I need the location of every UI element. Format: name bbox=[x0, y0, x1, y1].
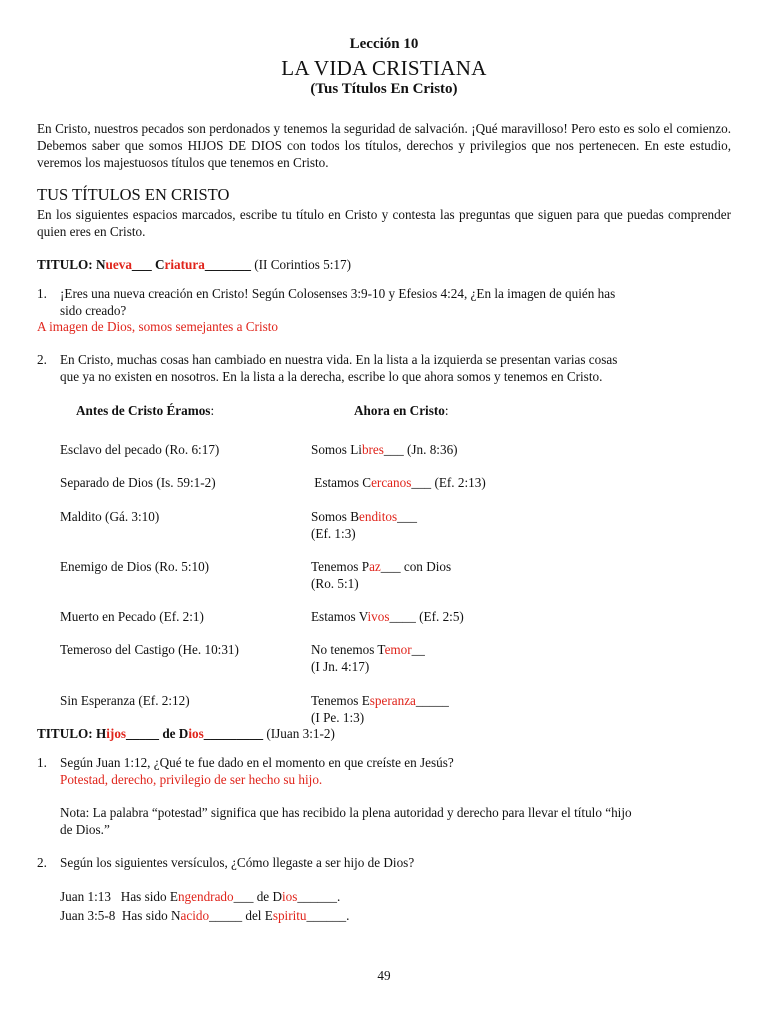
now-reference: (Ro. 5:1) bbox=[311, 576, 359, 591]
answer-red: acido bbox=[180, 908, 210, 923]
answer-red: spiritu bbox=[272, 908, 307, 923]
now-text: Somos B bbox=[311, 509, 360, 524]
blank-line: _______ bbox=[204, 257, 251, 272]
blank-line: __ bbox=[411, 642, 425, 657]
titulo-text: C bbox=[154, 257, 165, 272]
now-answer: enditos bbox=[359, 509, 398, 524]
section-heading: TUS TÍTULOS EN CRISTO bbox=[37, 185, 230, 204]
blank-line: _____ bbox=[126, 726, 163, 741]
blank-line: _________ bbox=[203, 726, 264, 741]
now-answer: bres bbox=[361, 442, 384, 457]
titulo-1 bbox=[37, 256, 351, 273]
now-answer: ercanos bbox=[371, 475, 412, 490]
titulo-label: TITULO: bbox=[37, 257, 96, 272]
before-item: Separado de Dios (Is. 59:1-2) bbox=[60, 475, 216, 490]
blank-line: ___ bbox=[397, 509, 417, 524]
now-answer: speranza bbox=[369, 693, 416, 708]
now-item bbox=[311, 441, 458, 458]
answer-text: Juan 1:13 Has sido E bbox=[60, 889, 178, 904]
blank-line: ___ bbox=[131, 257, 155, 272]
titulo-answer: ios bbox=[188, 726, 204, 741]
now-reference: ___ (Ef. 2:13) bbox=[411, 475, 486, 490]
question-4-text: Según los siguientes versículos, ¿Cómo llegaste a ser hijo de Dios? bbox=[60, 855, 415, 870]
note-line-1: Nota: La palabra “potestad” significa que has recibido la plena autoridad y derecho para llevar el título “hijo bbox=[60, 805, 632, 820]
header-colon: : bbox=[444, 403, 449, 418]
titulo-text: H bbox=[96, 726, 107, 741]
now-text: Estamos V bbox=[311, 609, 368, 624]
column-header-before bbox=[76, 402, 214, 419]
before-item: Sin Esperanza (Ef. 2:12) bbox=[60, 693, 190, 708]
now-item bbox=[311, 692, 449, 709]
answer-line bbox=[60, 888, 340, 905]
now-item bbox=[311, 474, 486, 491]
titulo-answer: riatura bbox=[164, 257, 205, 272]
question-3-text: Según Juan 1:12, ¿Qué te fue dado en el momento en que creíste en Jesús? bbox=[60, 755, 454, 770]
titulo-label: TITULO: bbox=[37, 726, 96, 741]
lesson-number: Lección 10 bbox=[349, 36, 419, 52]
page-subtitle: (Tus Títulos En Cristo) bbox=[310, 81, 458, 97]
header-colon: : bbox=[210, 403, 215, 418]
question-3-answer: Potestad, derecho, privilegio de ser hecho su hijo. bbox=[60, 772, 323, 787]
titulo-answer: ueva bbox=[105, 257, 132, 272]
page-number: 49 bbox=[377, 968, 391, 983]
header-text: Antes de Cristo Éramos bbox=[76, 403, 211, 418]
blank-line: ______. bbox=[297, 889, 341, 904]
now-text: Somos Li bbox=[311, 442, 362, 457]
question-number: 2. bbox=[37, 855, 47, 870]
before-item: Enemigo de Dios (Ro. 5:10) bbox=[60, 559, 210, 574]
now-text: Estamos C bbox=[311, 475, 372, 490]
question-number: 1. bbox=[37, 286, 47, 301]
now-text: Tenemos P bbox=[311, 559, 370, 574]
column-header-now bbox=[354, 402, 449, 419]
titulo-text: de D bbox=[162, 726, 189, 741]
bible-reference: (II Corintios 5:17) bbox=[250, 257, 351, 272]
question-1-answer: A imagen de Dios, somos semejantes a Cristo bbox=[37, 319, 279, 334]
now-text: Tenemos E bbox=[311, 693, 370, 708]
bible-reference: (IJuan 3:1-2) bbox=[263, 726, 335, 741]
before-item: Temeroso del Castigo (He. 10:31) bbox=[60, 642, 239, 657]
question-number: 1. bbox=[37, 755, 47, 770]
now-reference: ___ (Jn. 8:36) bbox=[383, 442, 458, 457]
now-answer: ivos bbox=[367, 609, 390, 624]
now-text: No tenemos T bbox=[311, 642, 385, 657]
answer-text: ___ de D bbox=[233, 889, 282, 904]
question-number: 2. bbox=[37, 352, 47, 367]
now-answer: emor bbox=[384, 642, 412, 657]
titulo-text: N bbox=[96, 257, 106, 272]
now-item bbox=[311, 508, 417, 525]
now-item bbox=[311, 641, 425, 658]
now-answer: az bbox=[369, 559, 381, 574]
page-title: LA VIDA CRISTIANA bbox=[281, 56, 487, 80]
before-item: Maldito (Gá. 3:10) bbox=[60, 509, 160, 524]
now-item bbox=[311, 558, 451, 575]
titulo-answer: ijos bbox=[106, 726, 127, 741]
now-item bbox=[311, 608, 464, 625]
before-item: Esclavo del pecado (Ro. 6:17) bbox=[60, 442, 220, 457]
question-2-line-2: que ya no existen en nosotros. En la lista a la derecha, escribe lo que ahora somos y tenemos en Cristo. bbox=[60, 369, 603, 384]
note-line-2: de Dios.” bbox=[60, 822, 110, 837]
answer-text: Juan 3:5-8 Has sido N bbox=[60, 908, 181, 923]
now-text: ___ con Dios bbox=[380, 559, 452, 574]
answer-text: _____ del E bbox=[209, 908, 273, 923]
intro-paragraph: En Cristo, nuestros pecados son perdonados y tenemos la seguridad de salvación. ¡Qué maravilloso! Pero esto es solo el comienzo. Debemos saber que somos HIJOS DE DIOS con todos los títulos, derechos y privilegios que nos pertenecen. En este estudio, veremos los majestuosos títulos que tenemos en Cristo. bbox=[37, 121, 731, 170]
question-2-line-1: En Cristo, muchas cosas han cambiado en nuestra vida. En la lista a la izquierda se presentan varias cosas bbox=[60, 352, 618, 367]
answer-red: ios bbox=[281, 889, 298, 904]
answer-line bbox=[60, 907, 349, 924]
question-1-line-1: ¡Eres una nueva creación en Cristo! Según Colosenses 3:9-10 y Efesios 4:24, ¿En la imagen de quién has bbox=[60, 286, 616, 301]
titulo-2 bbox=[37, 725, 335, 742]
now-reference: (I Pe. 1:3) bbox=[311, 710, 365, 725]
blank-line: _____ bbox=[415, 693, 449, 708]
before-item: Muerto en Pecado (Ef. 2:1) bbox=[60, 609, 204, 624]
header-text: Ahora en Cristo bbox=[354, 403, 445, 418]
now-reference: ____ (Ef. 2:5) bbox=[389, 609, 464, 624]
answer-red: ngendrado bbox=[177, 889, 234, 904]
section-instructions: En los siguientes espacios marcados, escribe tu título en Cristo y contesta las preguntas que siguen para que puedas comprender quien eres en Cristo. bbox=[37, 207, 731, 239]
now-reference: (I Jn. 4:17) bbox=[311, 659, 370, 674]
question-1-line-2: sido creado? bbox=[60, 303, 127, 318]
blank-line: ______. bbox=[306, 908, 350, 923]
now-reference: (Ef. 1:3) bbox=[311, 526, 356, 541]
